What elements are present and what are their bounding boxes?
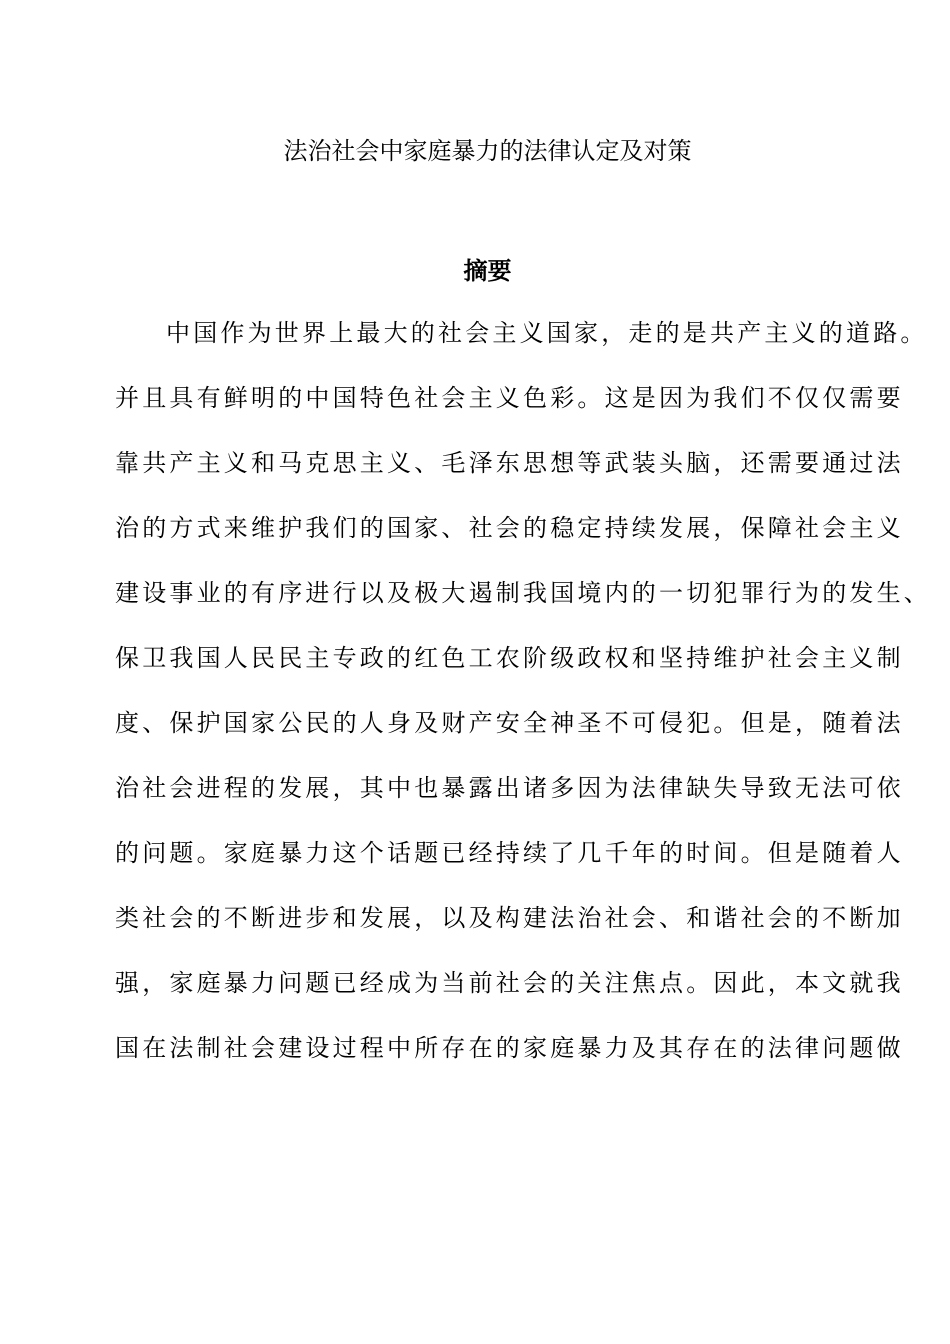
body-line: 中国作为世界上最大的社会主义国家，走的是共产主义的道路。 [166,319,928,347]
body-line: 保卫我国人民民主专政的红色工农阶级政权和坚持维护社会主义制 [115,644,904,672]
body-line: 并且具有鲜明的中国特色社会主义色彩。这是因为我们不仅仅需要 [115,384,904,412]
body-line: 建设事业的有序进行以及极大遏制我国境内的一切犯罪行为的发生、 [115,579,931,607]
body-line: 类社会的不断进步和发展，以及构建法治社会、和谐社会的不断加 [115,904,904,932]
document-title: 法治社会中家庭暴力的法律认定及对策 [283,137,692,165]
body-line: 治的方式来维护我们的国家、社会的稳定持续发展，保障社会主义 [115,514,904,542]
body-line: 度、保护国家公民的人身及财产安全神圣不可侵犯。但是，随着法 [115,709,904,737]
abstract-heading: 摘要 [463,256,512,285]
body-line: 强，家庭暴力问题已经成为当前社会的关注焦点。因此，本文就我 [115,969,904,997]
body-line: 靠共产主义和马克思主义、毛泽东思想等武装头脑，还需要通过法 [115,449,904,477]
abstract-body [115,310,931,1090]
body-line: 国在法制社会建设过程中所存在的家庭暴力及其存在的法律问题做 [115,1034,904,1062]
body-line: 治社会进程的发展，其中也暴露出诸多因为法律缺失导致无法可依 [115,774,904,802]
body-line: 的问题。家庭暴力这个话题已经持续了几千年的时间。但是随着人 [115,839,904,867]
